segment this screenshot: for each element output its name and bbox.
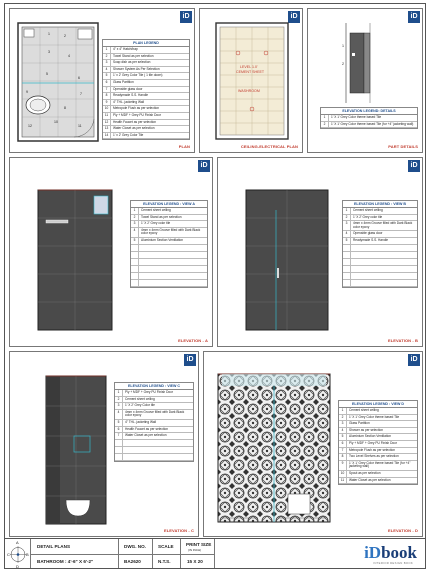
legend-number: 14	[103, 133, 111, 139]
legend-row	[131, 238, 207, 245]
legend-text: 4" x 4" Hatch/trap	[113, 47, 138, 51]
scale-label: SCALE	[158, 544, 174, 549]
legend-text: Health Faucet as per selection	[125, 426, 169, 431]
ceiling-label-room: WASHROOM	[238, 89, 260, 93]
legend-blank-row	[131, 259, 207, 266]
elevation-b-panel	[217, 157, 423, 347]
legend-number: 4	[115, 410, 123, 419]
drawing-sheet	[4, 3, 426, 569]
legend-number: 1	[131, 208, 139, 214]
legend-number: 1	[115, 390, 123, 396]
legend-number: 8	[103, 93, 111, 99]
legend-number: 4	[131, 228, 139, 237]
legend-number: 4	[343, 231, 351, 237]
legend-blank-row	[343, 245, 417, 252]
legend-text: Readymade S.S. Handle	[353, 237, 389, 242]
scale-value: N.T.S.	[158, 559, 171, 564]
legend-row	[131, 215, 207, 222]
legend-text: 1' X 2' Grey color tile	[141, 221, 171, 226]
legend-row	[339, 434, 417, 441]
legend-blank-row	[131, 273, 207, 280]
svg-text:8: 8	[64, 106, 66, 110]
legend-text: 4" THL. jacketing Wall	[125, 419, 157, 424]
brand-book: book	[381, 543, 417, 562]
legend-text: 1' X 2' Grey color tile	[353, 214, 383, 219]
legend-row	[103, 73, 189, 80]
legend-row	[115, 390, 193, 397]
legend-text: Spout as per selection	[349, 470, 381, 475]
legend-number: 1	[339, 408, 347, 414]
legend-text: Water Closet as per selection	[125, 433, 167, 438]
legend-number: 5	[131, 238, 139, 244]
elevation-a-panel	[9, 157, 213, 347]
legend-number: 12	[103, 120, 111, 126]
legend-row	[343, 221, 417, 231]
legend-title: ELEVATION LEGEND : VIEW B	[343, 201, 417, 208]
logo-icon: iD	[288, 11, 300, 23]
legend-row	[115, 420, 193, 427]
legend-row	[103, 67, 189, 74]
legend-number: 11	[339, 478, 347, 484]
elevation-c-panel	[9, 351, 199, 537]
legend-text: Water Closet as per selection	[349, 477, 391, 482]
sheet-subtitle: BATHROOM : 4'-6" X 6'-2"	[37, 559, 94, 564]
elevation-a-legend	[130, 200, 208, 288]
ceiling-panel	[199, 8, 303, 153]
legend-number: 3	[339, 421, 347, 427]
legend-row	[339, 421, 417, 428]
legend-text: 4mm x 4mm Groove filled with Dark Black color epoxy	[125, 409, 185, 418]
legend-text: 4" THL. jacketing Wall	[113, 99, 145, 104]
legend-text: Health Faucet as per selection	[113, 119, 157, 124]
legend-row	[339, 441, 417, 448]
legend-row	[339, 471, 417, 478]
panel-title: PART DETAILS	[388, 144, 418, 149]
legend-row	[131, 208, 207, 215]
ceiling-label-level: LEVEL 1.0'	[240, 65, 258, 69]
elevation-d-legend	[338, 400, 418, 485]
logo-icon: iD	[408, 11, 420, 23]
legend-number: 2	[115, 397, 123, 403]
legend-blank-row	[343, 273, 417, 280]
legend-row	[103, 87, 189, 94]
legend-row	[339, 448, 417, 455]
compass-a: A	[16, 540, 19, 545]
legend-number: 4	[339, 428, 347, 434]
print-size-label: PRINT SIZE	[186, 542, 212, 547]
legend-row	[103, 60, 189, 67]
legend-blank-row	[115, 440, 193, 447]
legend-blank-row	[343, 259, 417, 266]
legend-number: 5	[339, 434, 347, 440]
svg-text:9: 9	[26, 90, 28, 94]
legend-text: Shower as per selection	[349, 427, 384, 432]
legend-text: Aluminium Section Ventilation	[141, 237, 183, 242]
legend-number: 3	[131, 221, 139, 227]
dwg-no-value: BA2620	[124, 559, 141, 564]
legend-row	[321, 115, 417, 122]
legend-blank-row	[131, 280, 207, 287]
legend-number: 2	[103, 54, 111, 60]
svg-text:7: 7	[80, 92, 82, 96]
svg-text:2: 2	[64, 34, 66, 38]
part-legend	[320, 107, 418, 129]
legend-text: Glass Partition	[113, 79, 134, 84]
ceiling-drawing	[216, 23, 288, 139]
elevation-d-drawing	[218, 374, 330, 522]
legend-title: ELEVATION LEGEND: DETAILS	[321, 108, 417, 115]
svg-text:1: 1	[342, 44, 344, 48]
legend-number: 6	[103, 80, 111, 86]
legend-number: 9	[103, 100, 111, 106]
legend-text: 1' x 2' Grey Color Tile	[113, 132, 144, 137]
legend-blank-row	[115, 447, 193, 454]
legend-text: Cement sheet ceiling	[353, 208, 383, 212]
legend-text: Glass Partition	[349, 421, 370, 426]
legend-number: 10	[103, 106, 111, 112]
legend-text: Ply + MDF + Grey PU Finish Door	[349, 440, 398, 445]
legend-blank-row	[343, 266, 417, 273]
svg-text:5: 5	[46, 72, 48, 76]
legend-number: 2	[343, 215, 351, 221]
legend-number: 6	[115, 427, 123, 433]
legend-blank-row	[115, 454, 193, 461]
part-details-panel	[307, 8, 423, 153]
svg-text:1: 1	[48, 32, 50, 36]
legend-text: 1' X 2' Grey Color tile	[125, 403, 155, 408]
legend-row	[103, 126, 189, 133]
legend-number: 2	[131, 215, 139, 221]
legend-row	[339, 408, 417, 415]
svg-text:12: 12	[28, 124, 32, 128]
legend-row	[103, 93, 189, 100]
legend-row	[115, 427, 193, 434]
legend-number: 6	[339, 441, 347, 447]
logo-icon: iD	[408, 160, 420, 172]
legend-number: 5	[343, 238, 351, 244]
legend-text: Shower System As Per Selection	[113, 66, 160, 71]
legend-title: ELEVATION LEGEND : VIEW D	[339, 401, 417, 408]
plan-legend	[102, 39, 190, 140]
legend-row	[103, 47, 189, 54]
elevation-c-drawing	[46, 376, 106, 524]
compass-c: C	[7, 552, 10, 557]
svg-text:2: 2	[342, 62, 344, 66]
sheet-title: DETAIL PLANS	[37, 544, 71, 549]
svg-text:6: 6	[78, 76, 80, 80]
compass-cell	[5, 539, 31, 568]
legend-number: 10	[339, 471, 347, 477]
legend-number: 3	[115, 403, 123, 409]
legend-row	[115, 433, 193, 440]
legend-blank-row	[343, 280, 417, 287]
compass-d: D	[16, 564, 19, 569]
legend-title: ELEVATION LEGEND : VIEW C	[115, 383, 193, 390]
legend-blank-row	[131, 245, 207, 252]
legend-number: 1	[103, 47, 111, 53]
panel-title: ELEVATION - A	[178, 338, 208, 343]
legend-row	[321, 122, 417, 129]
dwg-no-label: DWG. NO.	[124, 544, 146, 549]
logo-icon: iD	[180, 11, 192, 23]
elevation-b-legend	[342, 200, 418, 288]
legend-text: Cement sheet ceiling	[141, 208, 171, 212]
legend-text: Openable glass door	[113, 86, 143, 91]
legend-row	[103, 100, 189, 107]
legend-text: Cement sheet ceiling	[349, 408, 379, 412]
legend-number: 7	[339, 448, 347, 454]
legend-number: 5	[115, 420, 123, 426]
legend-text: 1' X 1' Grey Color theme based Tile (for +4" jacketing wall)	[349, 460, 411, 469]
legend-row	[343, 238, 417, 245]
legend-number: 7	[103, 87, 111, 93]
legend-title: ELEVATION LEGEND : VIEW A	[131, 201, 207, 208]
plan-drawing	[18, 23, 98, 141]
legend-number: 9	[339, 461, 347, 470]
svg-text:4: 4	[68, 54, 70, 58]
compass-b: B	[26, 552, 29, 557]
legend-text: 4mm x 4mm Groove filled with Dark Black color epoxy	[353, 221, 413, 229]
legend-row	[339, 454, 417, 461]
legend-row	[115, 410, 193, 420]
legend-text: Two Level Shelves as per selection	[349, 454, 399, 459]
legend-text: Ply + MDF + Grey PU Finish Door	[113, 112, 162, 117]
legend-text: Towel Stand as per selection	[141, 214, 182, 219]
legend-row	[339, 478, 417, 485]
legend-text: Soap dish as per selection	[113, 60, 151, 65]
legend-row	[131, 221, 207, 228]
legend-number: 7	[115, 433, 123, 439]
legend-text: 4mm x 4mm Groove filled with Dark Black color epoxy	[141, 227, 201, 236]
brand-logo	[364, 543, 417, 563]
legend-number: 3	[103, 60, 111, 66]
legend-number: 4	[103, 67, 111, 73]
legend-blank-row	[131, 266, 207, 273]
legend-row	[103, 106, 189, 113]
legend-number: 2	[321, 122, 329, 128]
sheet-title-cell	[31, 539, 119, 568]
legend-row	[103, 80, 189, 87]
print-size-value: 15 X 20	[187, 559, 203, 564]
legend-row	[131, 228, 207, 238]
legend-text: Water Closet as per selection	[113, 126, 155, 131]
print-size-cell	[181, 539, 215, 568]
ceiling-label-sheet: CEMENT SHEET	[236, 70, 265, 74]
logo-icon: iD	[408, 354, 420, 366]
panel-title: ELEVATION - B	[387, 338, 418, 343]
legend-row	[343, 231, 417, 238]
legend-text: Towel Stand as per selection	[113, 53, 154, 58]
legend-row	[103, 113, 189, 120]
legend-number: 5	[103, 73, 111, 79]
legend-number: 11	[103, 113, 111, 119]
part-drawing	[344, 23, 384, 103]
elevation-d-panel	[203, 351, 423, 537]
panel-title: PLAN	[178, 144, 190, 149]
legend-text: Metropole Flush as per selection	[113, 106, 160, 111]
legend-number: 8	[339, 454, 347, 460]
dwg-no-cell	[119, 539, 153, 568]
legend-number: 1	[343, 208, 351, 214]
legend-text: Readymade S.S. Handle	[113, 93, 149, 98]
legend-blank-row	[131, 252, 207, 259]
legend-text: 1' X 1' Grey Color theme based Tile	[349, 414, 400, 419]
legend-row	[343, 215, 417, 222]
legend-row	[103, 120, 189, 127]
legend-text: Cement sheet ceiling	[125, 396, 155, 401]
legend-text: Metropole Flush as per selection	[349, 447, 396, 452]
legend-row	[339, 415, 417, 422]
legend-number: 3	[343, 221, 351, 230]
svg-text:10: 10	[54, 120, 58, 124]
panel-title: CEILING-ELECTRICAL PLAN	[240, 144, 298, 149]
title-block	[4, 538, 426, 569]
logo-icon: iD	[184, 354, 196, 366]
legend-row	[339, 428, 417, 435]
legend-row	[115, 397, 193, 404]
brand-tagline: INTERIOR DESIGN BOOK	[373, 561, 413, 565]
logo-icon: iD	[198, 160, 210, 172]
panel-title: ELEVATION - D	[387, 528, 418, 533]
svg-text:3: 3	[48, 50, 50, 54]
brand-id: iD	[364, 543, 382, 562]
legend-title: PLAN LEGEND	[103, 40, 189, 47]
legend-text: 1' x 2' Grey Color Tile ( 1 tile down)	[113, 73, 163, 78]
elevation-b-drawing	[246, 190, 328, 330]
legend-text: 1' X 1' Grey Color theme based Tile	[331, 115, 382, 119]
legend-text: Openable glass door	[353, 231, 383, 236]
scale-cell	[153, 539, 181, 568]
elevation-a-drawing	[38, 190, 112, 330]
legend-row	[103, 133, 189, 140]
legend-number: 13	[103, 126, 111, 132]
legend-text: Ply + MDF + Grey PU Finish Door	[125, 390, 174, 394]
legend-row	[343, 208, 417, 215]
legend-text: 1' X 1' Grey Color theme based Tile (for +4" jacketing wall)	[331, 121, 414, 126]
legend-number: 1	[321, 115, 329, 121]
panel-title: ELEVATION - C	[163, 528, 194, 533]
plan-panel	[9, 8, 195, 153]
legend-row	[339, 461, 417, 471]
legend-blank-row	[343, 252, 417, 259]
elevation-c-legend	[114, 382, 194, 462]
legend-text: Aluminium Section Ventilation	[349, 434, 391, 439]
legend-row	[115, 403, 193, 410]
legend-number: 2	[339, 415, 347, 421]
svg-text:11: 11	[78, 124, 82, 128]
print-size-unit: (IN INCH)	[188, 548, 202, 552]
legend-row	[103, 54, 189, 61]
